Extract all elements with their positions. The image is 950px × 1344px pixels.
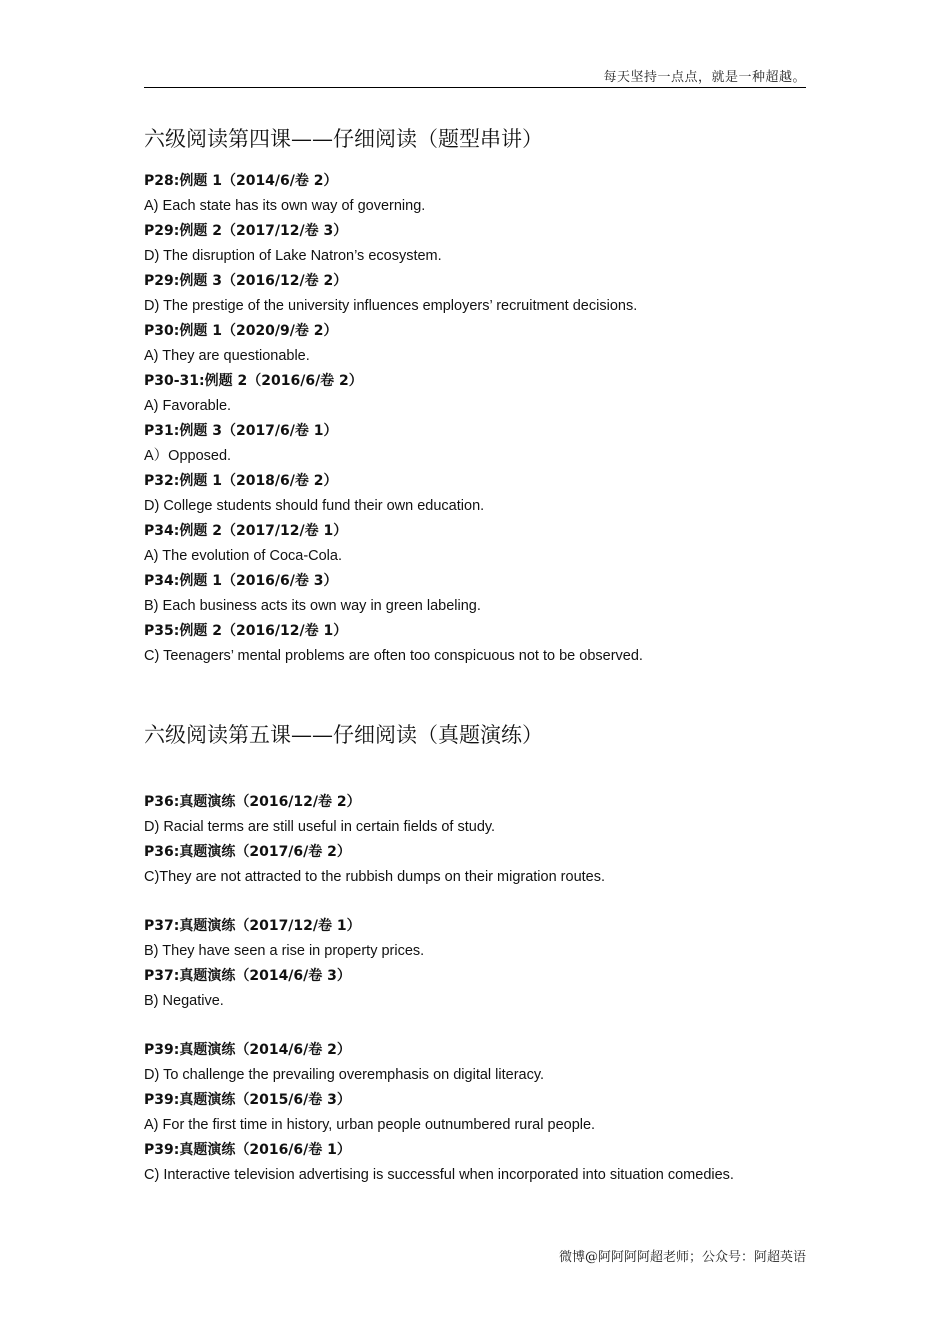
header-divider bbox=[144, 87, 806, 88]
lesson4-item bbox=[144, 269, 806, 319]
answer-text: D) Racial terms are still useful in certain fields of study. bbox=[144, 819, 496, 835]
question-reference: P35:例题 2（2016/12/卷 1） bbox=[144, 623, 348, 639]
lesson4-item bbox=[144, 519, 806, 569]
lesson4-section bbox=[144, 125, 806, 669]
lesson5-title: 六级阅读第五课——仔细阅读（真题演练） bbox=[144, 723, 543, 747]
answer-text: A) They are questionable. bbox=[144, 348, 310, 364]
question-reference: P37:真题演练（2017/12/卷 1） bbox=[144, 918, 361, 934]
lesson5-item bbox=[144, 1038, 806, 1088]
question-reference: P36:真题演练（2016/12/卷 2） bbox=[144, 794, 361, 810]
lesson4-item bbox=[144, 219, 806, 269]
lesson5-item bbox=[144, 790, 806, 840]
lesson5-item bbox=[144, 914, 806, 964]
lesson4-item bbox=[144, 319, 806, 369]
question-reference: P39:真题演练（2015/6/卷 3） bbox=[144, 1092, 351, 1108]
answer-text: C)They are not attracted to the rubbish dumps on their migration routes. bbox=[144, 869, 606, 885]
answer-text: D) The prestige of the university influences employers’ recruitment decisions. bbox=[144, 298, 638, 314]
answer-text: B) Negative. bbox=[144, 993, 224, 1009]
header-slogan: 每天坚持一点点，就是一种超越。 bbox=[603, 70, 806, 85]
lesson4-item bbox=[144, 169, 806, 219]
spacer bbox=[144, 1014, 806, 1038]
answer-text: B) Each business acts its own way in green labeling. bbox=[144, 598, 481, 614]
answer-text: A) The evolution of Coca-Cola. bbox=[144, 548, 343, 564]
answer-text: D) To challenge the prevailing overemphasis on digital literacy. bbox=[144, 1067, 545, 1083]
answer-text: D) The disruption of Lake Natron’s ecosystem. bbox=[144, 248, 442, 264]
answer-text: A) For the first time in history, urban people outnumbered rural people. bbox=[144, 1117, 596, 1133]
question-reference: P37:真题演练（2014/6/卷 3） bbox=[144, 968, 351, 984]
question-reference: P28:例题 1（2014/6/卷 2） bbox=[144, 173, 338, 189]
footer-credit: 微博@阿阿阿阿超老师；公众号：阿超英语 bbox=[558, 1250, 806, 1265]
answer-text: A）Opposed. bbox=[144, 448, 232, 464]
question-reference: P30:例题 1（2020/9/卷 2） bbox=[144, 323, 338, 339]
question-reference: P31:例题 3（2017/6/卷 1） bbox=[144, 423, 338, 439]
question-reference: P34:例题 1（2016/6/卷 3） bbox=[144, 573, 338, 589]
lesson4-item bbox=[144, 569, 806, 619]
question-reference: P29:例题 2（2017/12/卷 3） bbox=[144, 223, 348, 239]
answer-text: B) They have seen a rise in property prices. bbox=[144, 943, 425, 959]
lesson4-item bbox=[144, 369, 806, 419]
lesson5-section bbox=[144, 721, 806, 1188]
question-reference: P32:例题 1（2018/6/卷 2） bbox=[144, 473, 338, 489]
question-reference: P30-31:例题 2（2016/6/卷 2） bbox=[144, 373, 363, 389]
lesson5-item bbox=[144, 1088, 806, 1138]
answer-text: C) Interactive television advertising is successful when incorporated into situation comedies. bbox=[144, 1167, 734, 1183]
lesson5-item bbox=[144, 840, 806, 890]
lesson4-item bbox=[144, 619, 806, 669]
lesson4-title: 六级阅读第四课——仔细阅读（题型串讲） bbox=[144, 127, 543, 151]
answer-text: D) College students should fund their own education. bbox=[144, 498, 485, 514]
answer-text: A) Favorable. bbox=[144, 398, 232, 414]
lesson4-item bbox=[144, 469, 806, 519]
question-reference: P29:例题 3（2016/12/卷 2） bbox=[144, 273, 348, 289]
answer-text: C) Teenagers’ mental problems are often too conspicuous not to be observed. bbox=[144, 648, 643, 664]
question-reference: P39:真题演练（2014/6/卷 2） bbox=[144, 1042, 351, 1058]
lesson5-item bbox=[144, 1138, 806, 1188]
question-reference: P39:真题演练（2016/6/卷 1） bbox=[144, 1142, 351, 1158]
spacer bbox=[144, 890, 806, 914]
lesson4-item bbox=[144, 419, 806, 469]
lesson5-item bbox=[144, 964, 806, 1014]
question-reference: P36:真题演练（2017/6/卷 2） bbox=[144, 844, 351, 860]
question-reference: P34:例题 2（2017/12/卷 1） bbox=[144, 523, 348, 539]
answer-text: A) Each state has its own way of governing. bbox=[144, 198, 426, 214]
